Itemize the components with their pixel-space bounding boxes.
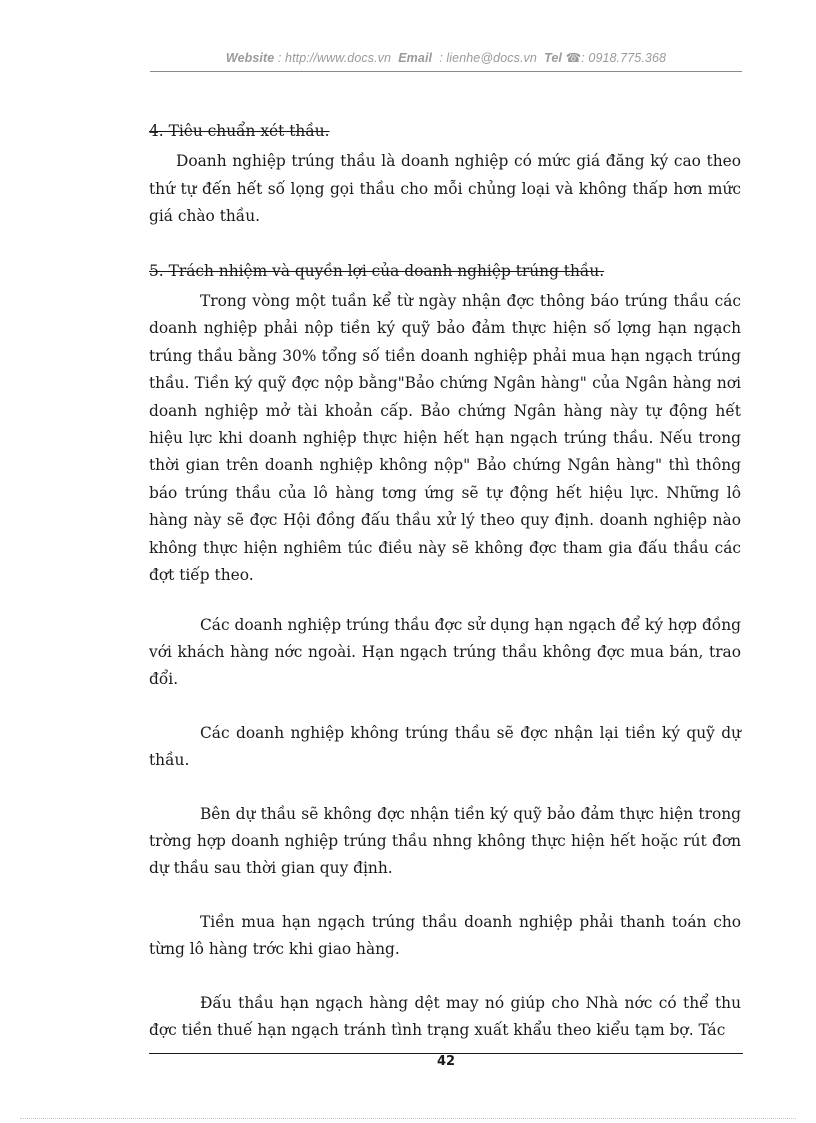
phone-icon: ☎ bbox=[565, 51, 582, 65]
document-body bbox=[149, 118, 741, 1044]
section-4-paragraph: Doanh nghiệp trúng thầu là doanh nghiệp có mức giá đăng ký cao theo thứ tự đến hết số lọng gọi thầu cho mỗi chủng loại và không thấp hơn mức giá chào thầu. bbox=[149, 152, 741, 226]
email-label: Email bbox=[398, 51, 433, 65]
website-value: : http://www.docs.vn bbox=[277, 51, 392, 65]
section-5-paragraph-5: Tiền mua hạn ngạch trúng thầu doanh nghiệp phải thanh toán cho từng lô hàng trớc khi giao hàng. bbox=[149, 912, 741, 959]
tel-value: : 0918.775.368 bbox=[581, 51, 667, 65]
section-5-paragraph-4: Bên dự thầu sẽ không đợc nhận tiền ký quỹ bảo đảm thực hiện trong trờng hợp doanh nghiệp trúng thầu nhng không thực hiện hết hoặc rút đơn dự thầu sau thời gian quy định. bbox=[149, 804, 741, 878]
tel-label: Tel bbox=[544, 51, 562, 65]
page-bottom-border bbox=[20, 1118, 796, 1119]
section-5-paragraph-1: Trong vòng một tuần kể từ ngày nhận đợc thông báo trúng thầu các doanh nghiệp phải nộp tiền ký quỹ bảo đảm thực hiện số lợng hạn ngạch trúng thầu bằng 30% tổng số tiền doanh nghiệp phải mua hạn ngạch trúng thầu. Tiền ký quỹ đợc nộp bằng"Bảo chứng Ngân hàng" của Ngân hàng nơi doanh nghiệp mở tài khoản cấp. Bảo chứng Ngân hàng này tự động hết hiệu lực khi doanh nghiệp thực hiện hết hạn ngạch trúng thầu. Nếu trong thời gian trên doanh nghiệp không nộp" Bảo chứng Ngân hàng" thì thông báo trúng thầu của lô hàng tơng ứng sẽ tự động hết hiệu lực. Những lô hàng này sẽ đợc Hội đồng đấu thầu xử lý theo quy định. doanh nghiệp nào không thực hiện nghiêm túc điều này sẽ không đợc tham gia đấu thầu các đợt tiếp theo. bbox=[149, 292, 741, 585]
email-value: : lienhe@docs.vn bbox=[439, 51, 537, 65]
header-divider bbox=[150, 71, 742, 72]
section-5-paragraph-3: Các doanh nghiệp không trúng thầu sẽ đợc nhận lại tiền ký quỹ dự thầu. bbox=[149, 723, 741, 770]
section-4-heading: 4. Tiêu chuẩn xét thầu. bbox=[149, 122, 330, 140]
section-5-paragraph-6: Đấu thầu hạn ngạch hàng dệt may nó giúp cho Nhà nớc có thể thu đợc tiền thuế hạn ngạch tránh tình trạng xuất khẩu theo kiểu tạm bợ. Tác bbox=[149, 993, 741, 1039]
page-header bbox=[150, 50, 742, 65]
section-5-heading: 5. Trách nhiệm và quyền lợi của doanh nghiệp trúng thầu. bbox=[149, 261, 605, 280]
section-5-paragraph-2: Các doanh nghiệp trúng thầu đợc sử dụng hạn ngạch để ký hợp đồng với khách hàng nớc ngoài. Hạn ngạch trúng thầu không đợc mua bán, trao đổi. bbox=[149, 615, 741, 689]
page-number: 42 bbox=[436, 1054, 456, 1069]
website-label: Website bbox=[225, 51, 275, 65]
